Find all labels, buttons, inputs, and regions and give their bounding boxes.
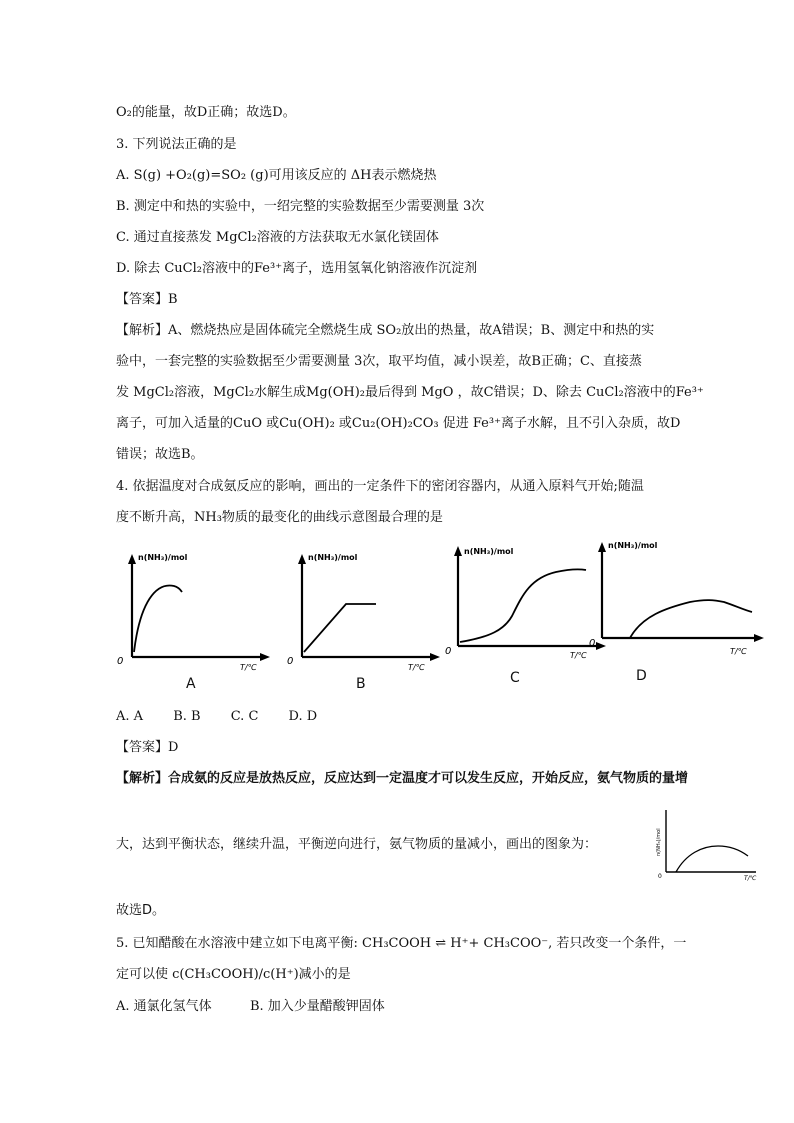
graph-d-curve [630,600,752,638]
graph-a [112,552,272,692]
graph-c-ylabel: n(NH₃)/mol [464,547,514,556]
q4-stem-1: 4. 依据温度对合成氨反应的影响，画出的一定条件下的密闭容器内，从通入原料气开始;随温 [116,479,644,494]
q4-option-a: A. A [116,709,144,724]
q3-explanation-5: 错误；故选B。 [116,447,204,462]
q4-option-b: B. B [173,709,201,724]
q5-options [116,998,676,1016]
graph-d-letter: D [636,668,647,684]
intro-line: O₂的能量，故D正确；故选D。 [116,105,296,120]
graph-c [440,542,610,682]
q4-options [116,708,676,726]
q3-explanation-4: 离子，可加入适量的CuO 或Cu(OH)₂ 或Cu₂(OH)₂CO₃ 促进 Fe³⁺离子水解，且不引入杂质，故D [116,416,681,431]
q3-explanation-3: 发 MgCl₂溶液，MgCl₂水解生成Mg(OH)₂最后得到 MgO ，故C错误；D、除去 CuCl₂溶液中的Fe³⁺ [116,385,704,400]
q3-option-d: D. 除去 CuCl₂溶液中的Fe³⁺离子，选用氢氧化钠溶液作沉淀剂 [116,261,478,276]
q4-option-c: C. C [230,709,259,724]
graph-d-ylabel: n(NH₃)/mol [608,541,658,550]
graph-a-ylabel: n(NH₃)/mol [138,553,188,562]
q4-explanation-3: 故选D。 [116,903,166,918]
graph-c-letter: C [510,670,520,686]
q4-stem-2: 度不断升高，NH₃物质的最变化的曲线示意图最合理的是 [116,510,443,525]
graph-a-curve [134,586,182,652]
q3-stem: 3. 下列说法正确的是 [116,137,237,152]
graph-a-letter: A [186,676,196,692]
q4-explanation-1: 【解析】合成氨的反应是放热反应，反应达到一定温度才可以发生反应，开始反应，氨气物质的量增 [116,771,689,786]
graph-b-origin: 0 [287,656,294,667]
q3-option-b: B. 测定中和热的实验中，一绍完整的实验数据至少需要测量 3次 [116,199,485,214]
q5-stem-1: 5. 已知醋酸在水溶液中建立如下电离平衡: CH₃COOH ⇌ H⁺+ CH₃COO⁻, 若只改变一个条件，一 [116,936,687,951]
graph-b-letter: B [356,676,366,692]
explanation-graph [652,806,762,882]
q3-explanation-2: 验中，一套完整的实验数据至少需要测量 3次，取平均值，减小误差，故B正确；C、直接蒸 [116,354,642,369]
explanation-graph-origin: 0 [658,873,662,880]
graph-c-origin: 0 [445,646,452,657]
explanation-graph-ylabel: n(NH₃)/mol [656,828,662,856]
q4-answer: 【答案】D [116,740,179,755]
graph-b [282,552,442,692]
q5-stem-2: 定可以使 c(CH₃COOH)/c(H⁺)减小的是 [116,967,351,982]
q4-option-d: D. D [288,709,318,724]
graph-b-curve [304,604,376,652]
explanation-graph-xlabel: T/℃ [744,875,757,882]
q3-explanation-1: 【解析】A、燃烧热应是固体硫完全燃烧生成 SO₂放出的热量，故A错误；B、测定中和热的实 [116,323,655,338]
q3-option-a: A. S(g) +O₂(g)=SO₂ (g)可用该反应的 ΔH表示燃烧热 [116,168,437,183]
q5-option-a: A. 通氯化氢气体 [116,999,212,1014]
graph-d [586,536,766,676]
graph-d-origin: 0 [589,638,596,649]
graph-a-origin: 0 [117,656,124,667]
q3-answer: 【答案】B [116,292,178,307]
q3-option-c: C. 通过直接蒸发 MgCl₂溶液的方法获取无水氯化镁固体 [116,230,439,245]
graph-b-ylabel: n(NH₃)/mol [308,553,358,562]
graph-a-xlabel: T/℃ [240,663,257,672]
graph-c-xlabel: T/℃ [570,651,587,660]
graph-d-xlabel: T/℃ [730,647,747,656]
q5-option-b: B. 加入少量醋酸钾固体 [249,999,385,1014]
q4-explanation-2: 大，达到平衡状态，继续升温，平衡逆向进行，氨气物质的量减小，画出的图象为： [116,837,598,852]
graph-c-curve [460,569,586,642]
explanation-graph-curve [676,846,748,872]
graph-b-xlabel: T/℃ [408,663,425,672]
